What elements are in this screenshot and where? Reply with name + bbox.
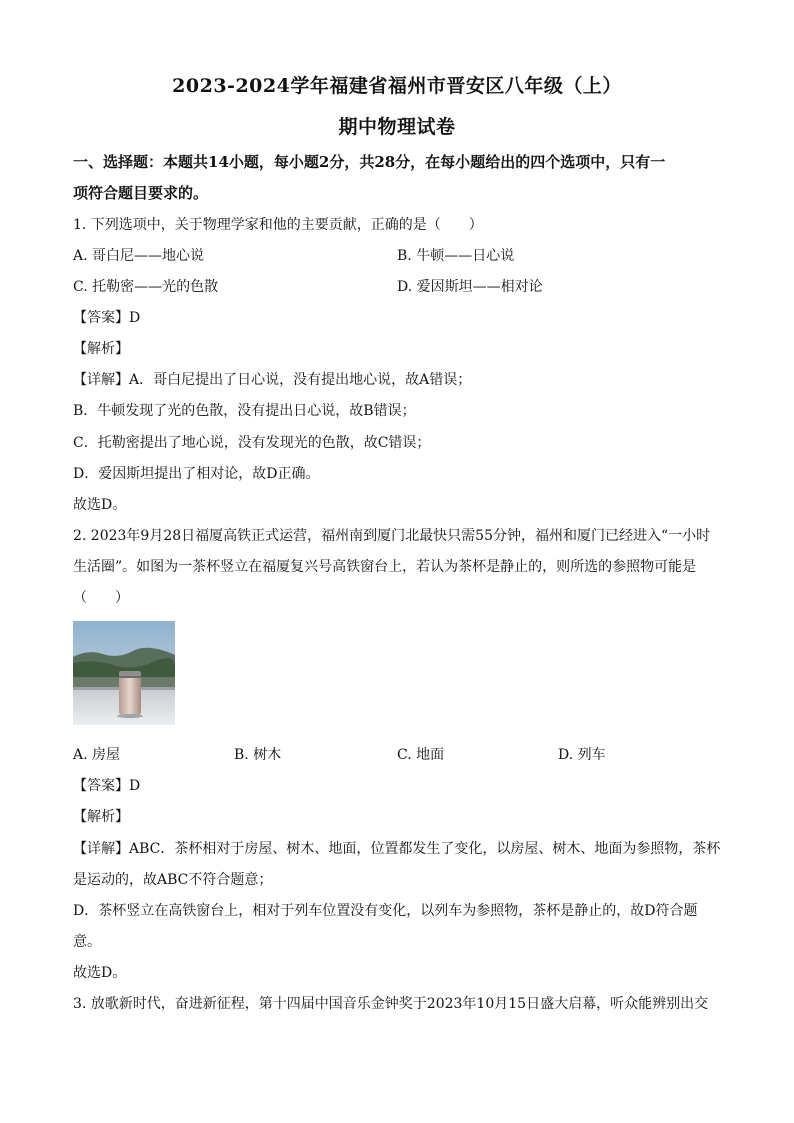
q1-detail-line: 【详解】A．哥白尼提出了日心说，没有提出地心说，故A错误； — [73, 372, 472, 388]
q1-detail-line: B．牛顿发现了光的色散，没有提出日心说，故B错误； — [73, 403, 416, 419]
q2-conclusion: 故选D。 — [73, 965, 127, 981]
question-2-stem: 2. 2023年9月28日福厦高铁正式运营，福州南到厦门北最快只需55分钟，福州和厦门已经进入“一小时 — [73, 528, 711, 544]
q2-option-c: C. 地面 — [397, 747, 445, 763]
q2-detail-line: 意。 — [73, 934, 101, 950]
q2-detail-line: 是运动的，故ABC不符合题意； — [73, 872, 273, 888]
question-2-stem-cont: 生活圈”。如图为一茶杯竖立在福厦复兴号高铁窗台上，若认为茶杯是静止的，则所选的参照物可能是 — [73, 559, 697, 575]
page-title: 2023-2024学年福建省福州市晋安区八年级（上） — [172, 75, 622, 97]
q1-detail-line: D．爱因斯坦提出了相对论，故D正确。 — [73, 466, 320, 482]
question-2-blank: （ ） — [73, 590, 129, 606]
q2-detail-line: D．茶杯竖立在高铁窗台上，相对于列车位置没有变化，以列车为参照物，茶杯是静止的，故D符合题 — [73, 903, 698, 919]
q2-option-b: B. 树木 — [234, 747, 282, 763]
page-subtitle: 期中物理试卷 — [338, 116, 456, 138]
q2-analysis-label: 【解析】 — [73, 809, 129, 825]
q1-analysis-label: 【解析】 — [73, 341, 129, 357]
q2-option-d: D. 列车 — [558, 747, 606, 763]
section-heading: 一、选择题：本题共14小题，每小题2分，共28分，在每小题给出的四个选项中，只有一 — [73, 153, 666, 171]
question-1-stem: 1. 下列选项中，关于物理学家和他的主要贡献，正确的是（ ） — [73, 217, 483, 233]
q2-option-a: A. 房屋 — [73, 747, 121, 763]
question-3-stem: 3. 放歌新时代，奋进新征程，第十四届中国音乐金钟奖于2023年10月15日盛大启幕，听众能辨别出交 — [73, 996, 709, 1012]
q1-detail-line: C．托勒密提出了地心说，没有发现光的色散，故C错误； — [73, 435, 431, 451]
q2-answer: 【答案】D — [73, 778, 141, 794]
q1-option-b: B. 牛顿——日心说 — [397, 248, 515, 264]
q1-option-a: A. 哥白尼——地心说 — [73, 248, 205, 264]
q1-option-c: C. 托勒密——光的色散 — [73, 279, 219, 295]
q1-conclusion: 故选D。 — [73, 497, 127, 513]
q1-option-d: D. 爱因斯坦——相对论 — [397, 279, 543, 295]
train-window-photo — [73, 621, 175, 725]
q1-answer: 【答案】D — [73, 310, 141, 326]
section-heading-cont: 项符合题目要求的。 — [73, 184, 209, 202]
q2-detail-line: 【详解】ABC．茶杯相对于房屋、树木、地面，位置都发生了变化，以房屋、树木、地面为参照物，茶杯 — [73, 841, 721, 857]
